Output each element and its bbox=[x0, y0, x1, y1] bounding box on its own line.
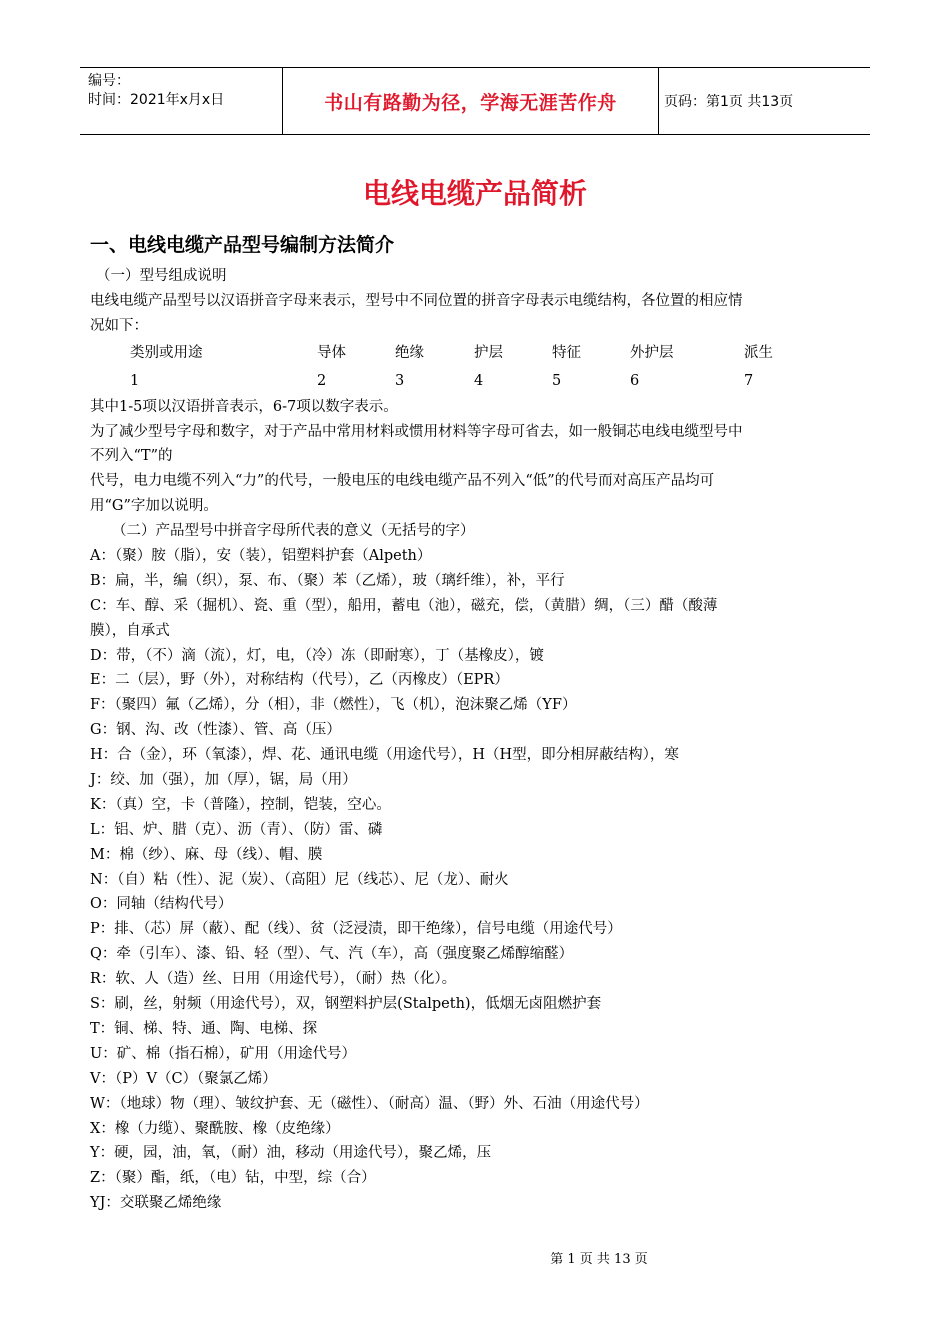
col-number-2: 2 bbox=[317, 372, 327, 389]
letter-line: G：钢、沟、改（性漆）、管、高（压） bbox=[90, 722, 341, 739]
letter-line: O：同轴（结构代号） bbox=[90, 896, 233, 913]
letter-line: D：带，（不）滴（流），灯，电，（冷）冻（即耐寒），丁（基橡皮），镀 bbox=[90, 647, 544, 664]
col-number-3: 3 bbox=[395, 372, 405, 389]
intro-line-2: 况如下： bbox=[90, 317, 148, 334]
letter-line: F：（聚四）氟（乙烯），分（相），非（燃性），飞（机），泡沫聚乙烯（YF） bbox=[90, 697, 577, 714]
letter-line: B：扁，半，编（织），泵、布、（聚）苯（乙烯），玻（璃纤维），补，平行 bbox=[90, 572, 565, 589]
letter-line: YJ：交联聚乙烯绝缘 bbox=[90, 1195, 222, 1212]
col-header-feature: 特征 bbox=[552, 344, 581, 361]
note-line-5: 用“G”字加以说明。 bbox=[90, 498, 218, 515]
motto: 书山有路勤为径，学海无涯苦作舟 bbox=[324, 91, 617, 114]
page-info: 页码：第1页 共13页 bbox=[664, 94, 794, 110]
time-label: 时间：2021年x月x日 bbox=[88, 92, 225, 108]
document-title: 电线电缆产品简析 bbox=[362, 177, 587, 210]
letter-line: X：橡（力缆）、聚酰胺、橡（皮绝缘） bbox=[90, 1120, 340, 1137]
letter-line: U：矿、棉（指石棉），矿用（用途代号） bbox=[90, 1045, 356, 1062]
letter-line: J：绞、加（强），加（厚），锯，局（用） bbox=[90, 772, 357, 789]
page-footer bbox=[0, 1248, 950, 1267]
header-left-cell bbox=[80, 68, 282, 134]
letter-line: A：（聚）胺（脂），安（装），铝塑料护套（Alpeth） bbox=[90, 548, 432, 565]
body-text bbox=[90, 264, 865, 1216]
serial-label: 编号： bbox=[88, 73, 130, 89]
footer-page-number: 第 1 页 共 13 页 bbox=[550, 1252, 648, 1267]
letter-line: W：（地球）物（理）、皱纹护套、无（磁性）、（耐高）温、（野）外、石油（用途代号） bbox=[90, 1095, 649, 1112]
letter-line: T：铜、梯、特、通、陶、电梯、探 bbox=[90, 1020, 318, 1037]
letter-line: Q：牵（引车）、漆、铅、轻（型）、气、汽（车），高（强度聚乙烯醇缩醛） bbox=[90, 946, 574, 963]
col-header-outer-sheath: 外护层 bbox=[630, 344, 674, 361]
letter-line: P：排、（芯）屏（蔽）、配（线）、贫（泛浸渍，即干绝缘），信号电缆（用途代号） bbox=[90, 921, 622, 938]
subheading-composition: （一）型号组成说明 bbox=[96, 268, 227, 284]
col-number-6: 6 bbox=[630, 372, 640, 389]
col-header-derived: 派生 bbox=[744, 344, 773, 361]
letter-line: L：铝、炉、腊（克）、沥（青）、（防）雷、磷 bbox=[90, 821, 383, 838]
letter-line: H：合（金），环（氧漆），焊、花、通讯电缆（用途代号），H（H型，即分相屏蔽结构），寒 bbox=[90, 747, 679, 764]
col-number-7: 7 bbox=[744, 372, 754, 389]
letter-line: Y：硬，园，油，氧，（耐）油，移动（用途代号），聚乙烯，压 bbox=[90, 1145, 492, 1162]
header-right-cell bbox=[659, 68, 870, 134]
subheading-letter-meanings: （二）产品型号中拼音字母所代表的意义（无括号的字） bbox=[112, 523, 475, 540]
letter-line: N：（自）粘（性）、泥（炭）、（高阻）尼（线芯）、尼（龙）、耐火 bbox=[90, 871, 509, 888]
column-numbers-row bbox=[90, 367, 865, 395]
col-header-insulation: 绝缘 bbox=[395, 344, 424, 361]
col-number-5: 5 bbox=[552, 372, 562, 389]
col-header-sheath: 护层 bbox=[474, 344, 503, 361]
col-number-4: 4 bbox=[474, 372, 484, 389]
letter-line: M：棉（纱）、麻、母（线）、帽、膜 bbox=[90, 846, 323, 863]
note-line-1: 其中1-5项以汉语拼音表示，6-7项以数字表示。 bbox=[90, 398, 398, 415]
letter-line: 膜），自承式 bbox=[90, 622, 170, 639]
letter-line: S：刷，丝，射频（用途代号），双，钢塑料护层(Stalpeth)，低烟无卤阻燃护套 bbox=[90, 996, 602, 1013]
note-line-4: 代号，电力电缆不列入“力”的代号，一般电压的电线电缆产品不列入“低”的代号而对高压产品均可 bbox=[90, 473, 715, 490]
col-header-conductor: 导体 bbox=[317, 344, 346, 361]
letter-line: V：（P）V（C）（聚氯乙烯） bbox=[90, 1070, 277, 1087]
header-center-cell bbox=[282, 68, 659, 134]
note-line-2: 为了减少型号字母和数字，对于产品中常用材料或惯用材料等字母可省去，如一般铜芯电线电缆型号中 bbox=[90, 423, 743, 440]
column-headers-row bbox=[90, 339, 865, 367]
note-line-3: 不列入“T”的 bbox=[90, 448, 173, 465]
col-number-1: 1 bbox=[130, 372, 140, 389]
col-header-category: 类别或用途 bbox=[130, 344, 203, 361]
letter-line: C：车、醇、采（掘机）、瓷、重（型），船用，蓄电（池），磁充，偿，（黄腊）绸，（三）醋（酸薄 bbox=[90, 597, 718, 614]
header-table bbox=[80, 67, 870, 135]
letter-line: K：（真）空，卡（普隆），控制，铠装，空心。 bbox=[90, 796, 391, 813]
intro-line-1: 电线电缆产品型号以汉语拼音字母来表示，型号中不同位置的拼音字母表示电缆结构，各位置的相应情 bbox=[90, 292, 743, 309]
section-heading: 一、电线电缆产品型号编制方法简介 bbox=[90, 234, 395, 256]
letter-line: R：软、人（造）丝、日用（用途代号），（耐）热（化）。 bbox=[90, 971, 457, 988]
letter-line: Z：（聚）酯，纸，（电）钻，中型，综（合） bbox=[90, 1170, 376, 1187]
letter-line: E：二（层），野（外），对称结构（代号），乙（丙橡皮）（EPR） bbox=[90, 672, 509, 689]
